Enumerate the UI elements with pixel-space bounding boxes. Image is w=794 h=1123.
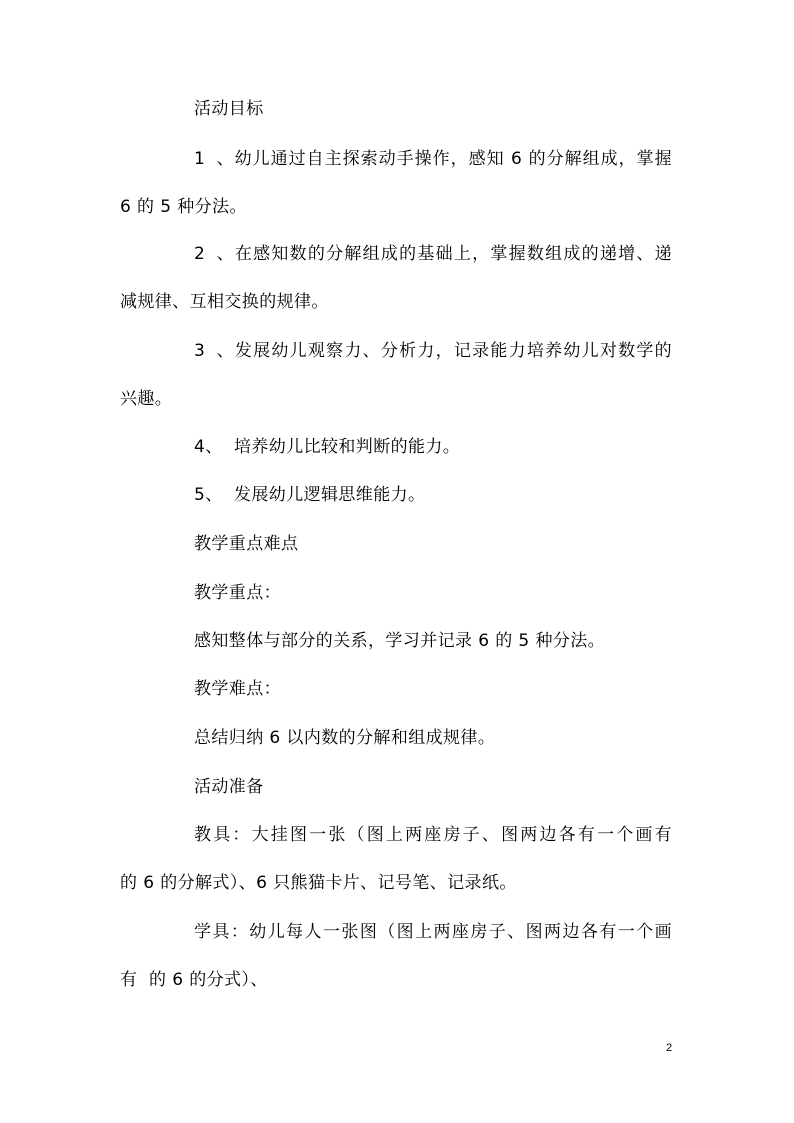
student-tools-line-2: 有 的 6 的分式）、 (120, 970, 268, 990)
prep-heading: 活动准备 (194, 777, 264, 797)
goal-2-text: 在感知数的分解组成的基础上，掌握数组成的递增、递 (234, 244, 672, 264)
goal-5-line (194, 484, 425, 506)
key-difficulty-heading: 教学重点难点 (194, 534, 299, 554)
key-point-label: 教学重点： (194, 583, 281, 603)
goal-2-number: 2、 (194, 244, 234, 264)
goal-3-text: 发展幼儿观察力、分析力，记录能力培养幼儿对数学的 (234, 341, 672, 361)
goal-1-line-2: 6 的 5 种分法。 (120, 197, 247, 217)
page-number: 2 (666, 1042, 673, 1054)
goal-5-text: 发展幼儿逻辑思维能力。 (234, 485, 426, 505)
goal-1-line-1 (194, 148, 672, 170)
goal-4-line (194, 436, 460, 458)
goal-3-line-2: 兴趣。 (120, 389, 173, 409)
goal-4-number: 4、 (194, 437, 223, 457)
key-point-text: 感知整体与部分的关系，学习并记录 6 的 5 种分法。 (194, 631, 606, 651)
teacher-tools-line-1: 教具：大挂图一张（图上两座房子、图两边各有一个画有 (194, 825, 672, 845)
difficulty-text: 总结归纳 6 以内数的分解和组成规律。 (194, 728, 496, 748)
goal-1-text: 幼儿通过自主探索动手操作，感知 6 的分解组成，掌握 (234, 149, 672, 169)
goal-2-line-1 (194, 243, 672, 265)
goal-2-line-2: 减规律、互相交换的规律。 (120, 292, 329, 312)
difficulty-label: 教学难点： (194, 679, 281, 699)
goal-1-number: 1、 (194, 149, 234, 169)
student-tools-line-1: 学具：幼儿每人一张图（图上两座房子、图两边各有一个画 (194, 922, 672, 942)
goal-3-line-1 (194, 340, 672, 362)
teacher-tools-line-2: 的 6 的分解式）、6 只熊猫卡片、记号笔、记录纸。 (120, 873, 517, 893)
goal-4-text: 培养幼儿比较和判断的能力。 (234, 437, 461, 457)
goal-3-number: 3、 (194, 341, 234, 361)
goal-5-number: 5、 (194, 485, 223, 505)
goal-heading: 活动目标 (194, 99, 264, 119)
